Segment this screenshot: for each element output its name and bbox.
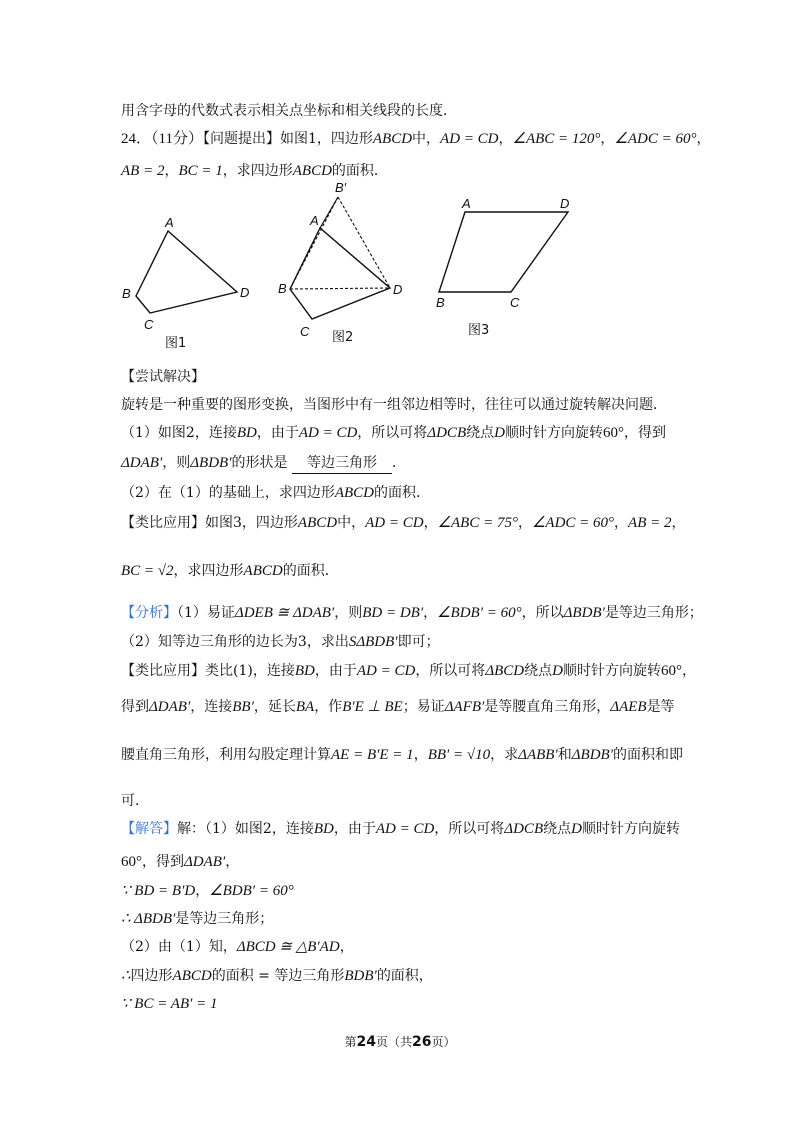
quadrilateral-abcd	[439, 212, 568, 292]
answer-blank: 等边三角形	[292, 453, 392, 474]
fig2-label-a: A	[310, 213, 319, 228]
solution-line-6: ∴四边形ABCD的面积 = 等边三角形BDB′的面积，	[121, 968, 433, 984]
part-1-line: （1）如图2，连接BD，由于AD = CD，所以可将ΔDCB绕点D顺时针方向旋转60°，得到	[121, 425, 666, 441]
figure-2	[272, 152, 422, 352]
question-24-line: 24．（11分）【问题提出】如图1，四边形ABCD中，AD = CD，∠ABC = 120°，∠ADC = 60°，	[121, 131, 711, 147]
intro-line: 用含字母的代数式表示相关点坐标和相关线段的长度．	[121, 103, 457, 119]
fig3-label-d: D	[560, 196, 570, 211]
solution-line-7: ∵ BC = AB′ = 1	[121, 996, 218, 1012]
analysis-line-5: 腰直角三角形，利用勾股定理计算AE = B′E = 1，BB′ = √10，求ΔABB′和ΔBDB′的面积和即	[121, 747, 683, 763]
fig2-label-d: D	[393, 282, 403, 297]
solution-line-2: 60°，得到ΔDAB′，	[121, 854, 240, 870]
analysis-line-4: 得到ΔDAB′，连接BB′，延长BA，作B′E ⊥ BE；易证ΔAFB′是等腰直角三角形，ΔAEB是等	[121, 699, 675, 715]
solution-line-3: ∵ BD = B′D，∠BDB′ = 60°	[121, 883, 294, 899]
segment-bprime-d	[338, 197, 390, 288]
fig2-label-b: B	[278, 281, 287, 296]
analysis-line-1: 【分析】（1）易证ΔDEB ≅ ΔDAB′，则BD = DB′，∠BDB′ = 60°，所以ΔBDB′是等边三角形；	[121, 605, 703, 621]
quadrilateral-abcd	[290, 228, 390, 319]
part-2-line: （2）在（1）的基础上，求四边形ABCD的面积．	[121, 485, 430, 501]
fig2-label-c: C	[300, 324, 310, 339]
fig1-label-b: B	[122, 286, 131, 301]
solution-line-5: （2）由（1）知，ΔBCD ≅ △B′AD，	[121, 939, 354, 955]
quadrilateral-abcd	[136, 231, 237, 313]
page-total: 26	[412, 1034, 432, 1050]
try-title: 【尝试解决】	[121, 369, 205, 385]
fig3-label-c: C	[510, 295, 520, 310]
fig3-label-a: A	[462, 196, 471, 211]
analysis-line-6: 可．	[121, 793, 149, 809]
figure-1	[110, 205, 260, 355]
part-1-answer-line: ΔDAB′，则ΔBDB′的形状是 等边三角形 ．	[121, 453, 406, 474]
fig1-label-d: D	[240, 285, 250, 300]
figure-3	[428, 190, 588, 340]
fig1-caption: 图1	[165, 336, 187, 351]
analysis-line-3: 【类比应用】类比(1)，连接BD，由于AD = CD，所以可将ΔBCD绕点D顺时针方向旋转60°，	[121, 663, 696, 679]
fig3-caption: 图3	[468, 323, 490, 338]
page-number: 24	[356, 1034, 376, 1050]
page-footer: 第24页（共26页）	[344, 1034, 456, 1050]
analysis-line-2: （2）知等边三角形的边长为3，求出SΔBDB′即可；	[121, 634, 440, 650]
analysis-tag: 【分析】	[121, 605, 177, 621]
analogy-line: 【类比应用】如图3，四边形ABCD中，AD = CD，∠ABC = 75°，∠ADC = 60°，AB = 2，	[121, 515, 686, 531]
fig3-label-b: B	[436, 295, 445, 310]
solution-line-1: 【解答】解：（1）如图2，连接BD，由于AD = CD，所以可将ΔDCB绕点D顺时针方向旋转	[121, 821, 680, 837]
fig1-label-c: C	[144, 317, 154, 332]
rotation-text: 旋转是一种重要的图形变换，当图形中有一组邻边相等时，往往可以通过旋转解决问题．	[121, 397, 667, 413]
solution-line-4: ∴ ΔBDB′是等边三角形；	[121, 911, 274, 927]
solution-tag: 【解答】	[121, 821, 177, 837]
question-24-conditions: AB = 2，BC = 1，求四边形ABCD的面积．	[121, 163, 388, 179]
segment-a-bprime	[320, 197, 338, 228]
segment-bd	[290, 288, 390, 289]
analogy-bc-line: BC = √2，求四边形ABCD的面积．	[121, 563, 339, 579]
fig1-label-a: A	[165, 215, 174, 230]
fig2-label-bprime: B′	[335, 180, 347, 195]
fig2-caption: 图2	[332, 330, 354, 345]
